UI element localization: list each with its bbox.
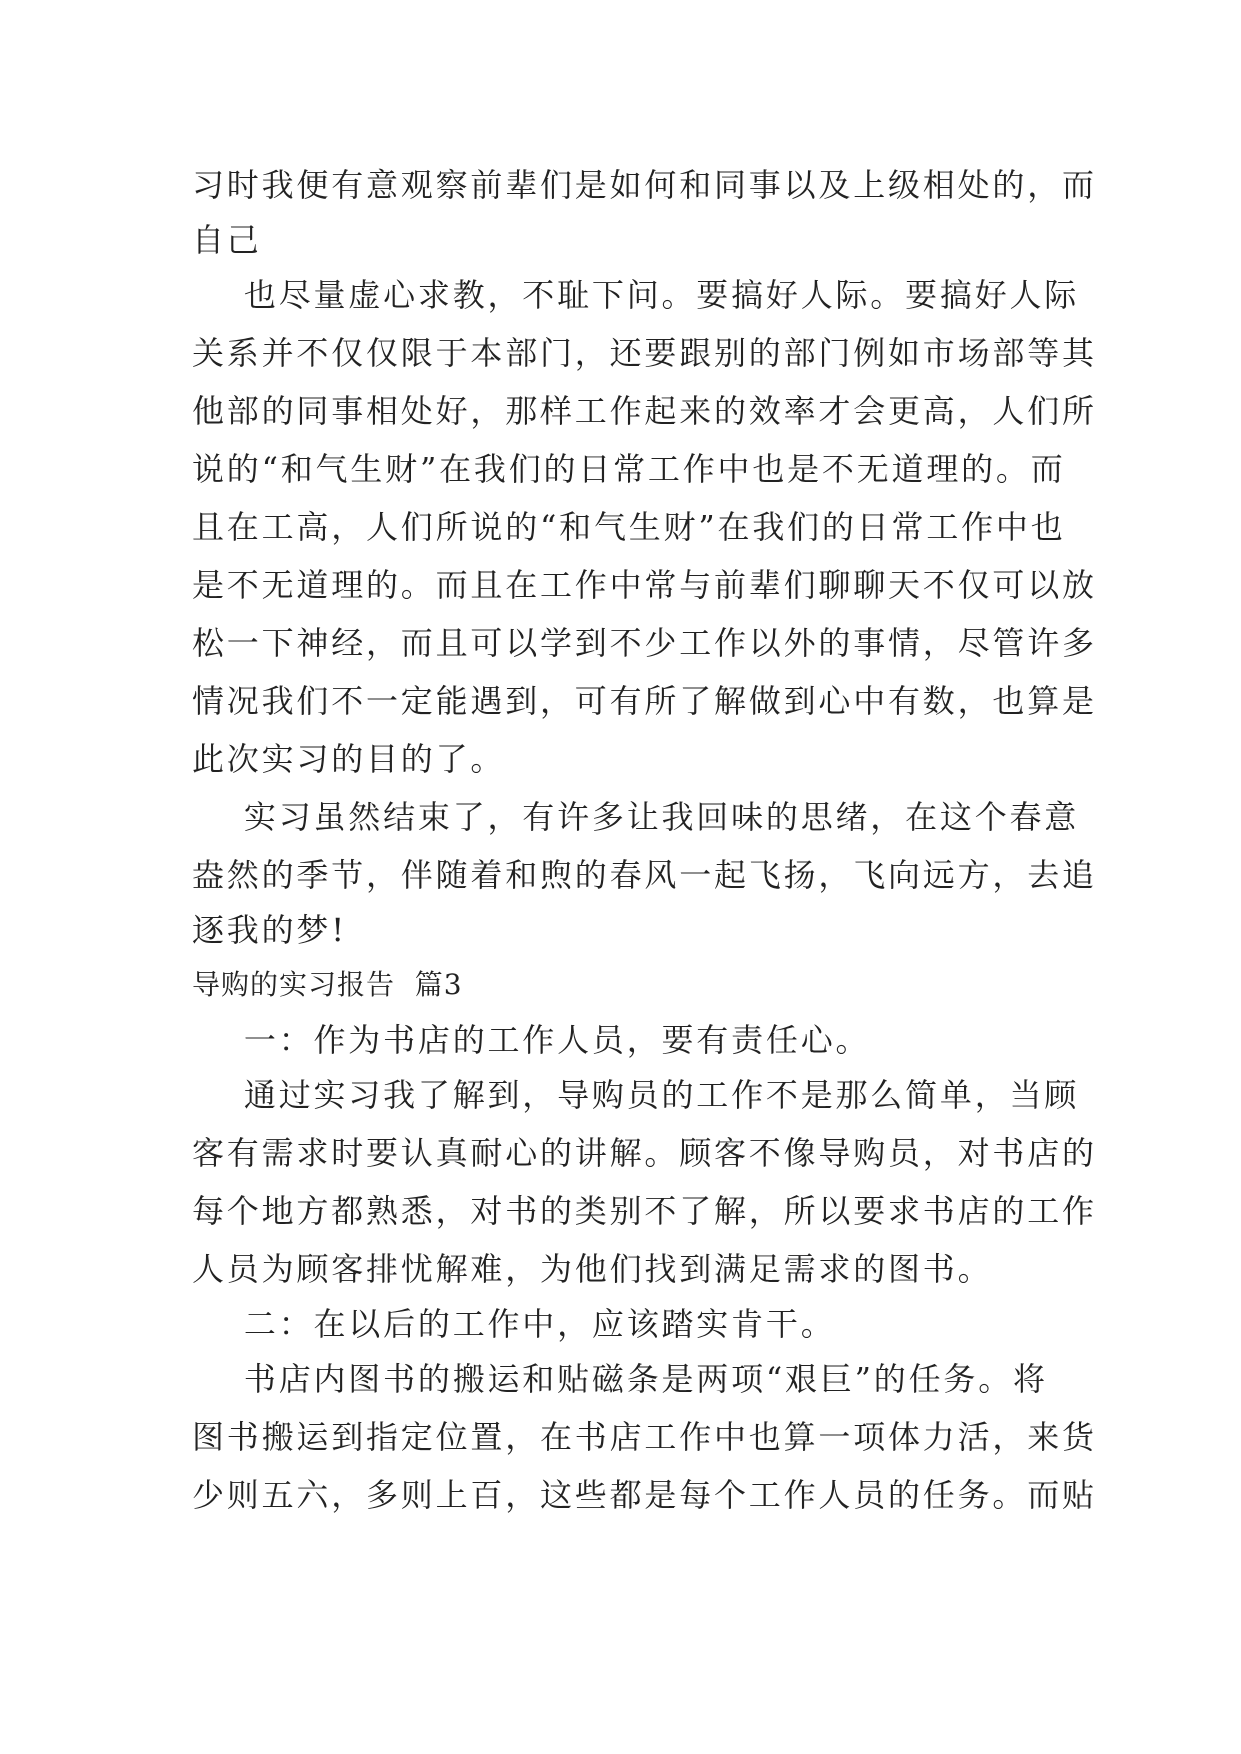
text-line: 盎然的季节，伴随着和煦的春风一起飞扬，飞向远方，去追 xyxy=(192,856,1097,894)
text-line: 书店内图书的搬运和贴磁条是两项“艰巨”的任务。将 xyxy=(192,1360,1048,1398)
text-line: 逐我的梦! xyxy=(192,911,347,949)
text-line: 且在工高，人们所说的“和气生财”在我们的日常工作中也 xyxy=(192,508,1066,546)
text-line: 他部的同事相处好，那样工作起来的效率才会更高，人们所 xyxy=(192,392,1097,430)
text-line: 关系并不仅仅限于本部门，还要跟别的部门例如市场部等其 xyxy=(192,334,1097,372)
text-line: 也尽量虚心求教，不耻下问。要搞好人际。要搞好人际 xyxy=(192,276,1080,314)
text-line: 二：在以后的工作中，应该踏实肯干。 xyxy=(192,1305,836,1343)
text-line: 每个地方都熟悉，对书的类别不了解，所以要求书店的工作 xyxy=(192,1192,1097,1230)
text-line: 图书搬运到指定位置，在书店工作中也算一项体力活，来货 xyxy=(192,1418,1097,1456)
text-line: 是不无道理的。而且在工作中常与前辈们聊聊天不仅可以放 xyxy=(192,566,1097,604)
text-line: 松一下神经，而且可以学到不少工作以外的事情，尽管许多 xyxy=(192,624,1097,662)
text-line: 一：作为书店的工作人员，要有责任心。 xyxy=(192,1021,871,1059)
text-line: 客有需求时要认真耐心的讲解。顾客不像导购员，对书店的 xyxy=(192,1134,1097,1172)
section-title: 导购的实习报告 篇3 xyxy=(192,968,463,1001)
document-page xyxy=(192,156,1097,1524)
text-line: 实习虽然结束了，有许多让我回味的思绪，在这个春意 xyxy=(192,798,1080,836)
text-line: 少则五六，多则上百，这些都是每个工作人员的任务。而贴 xyxy=(192,1476,1097,1514)
text-line: 习时我便有意观察前辈们是如何和同事以及上级相处的，而 xyxy=(192,166,1097,204)
text-line: 此次实习的目的了。 xyxy=(192,740,506,778)
text-line: 人员为顾客排忧解难，为他们找到满足需求的图书。 xyxy=(192,1250,993,1288)
text-line: 自己 xyxy=(192,221,262,259)
text-line: 通过实习我了解到，导购员的工作不是那么简单，当顾 xyxy=(192,1076,1080,1114)
text-line: 情况我们不一定能遇到，可有所了解做到心中有数，也算是 xyxy=(192,682,1097,720)
text-line: 说的“和气生财”在我们的日常工作中也是不无道理的。而 xyxy=(192,450,1066,488)
